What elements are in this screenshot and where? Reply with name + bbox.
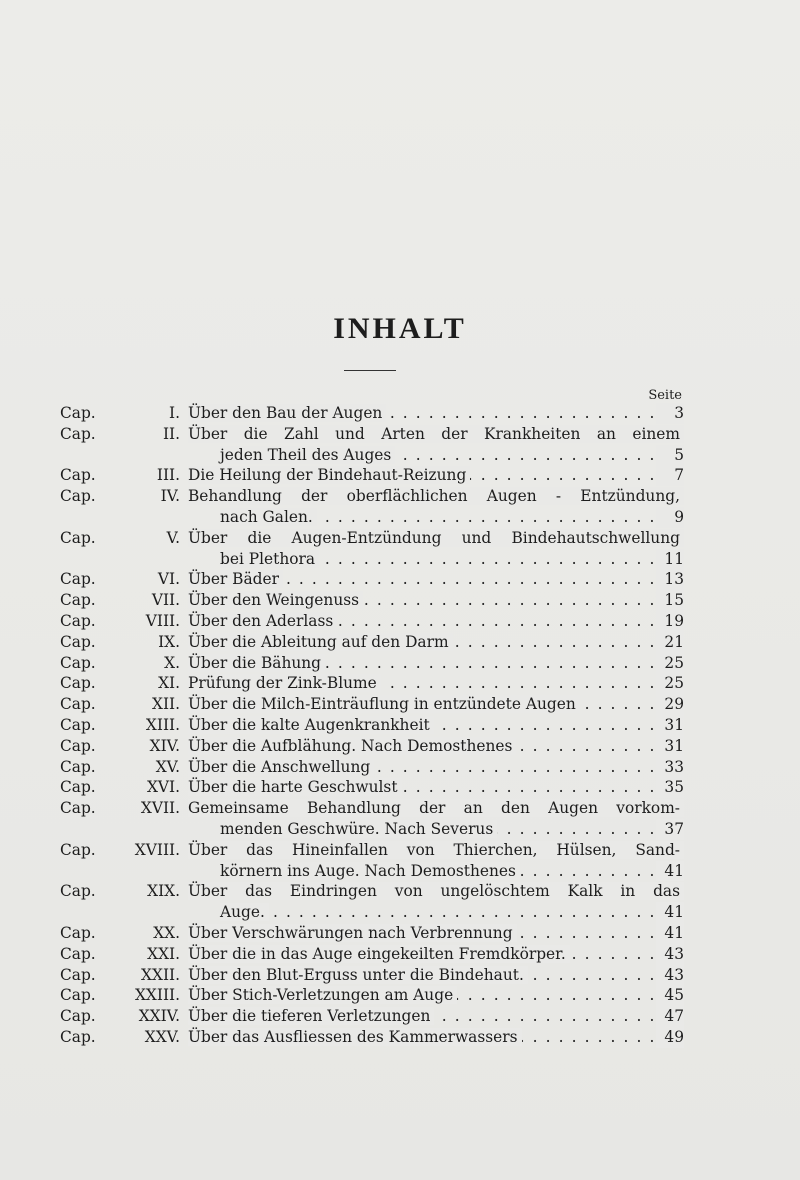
chapter-title-line: Über die Aufblähung. Nach Demosthenes [188,737,516,755]
chapter-title-line: Über die Zahl und Arten der Krankheiten an einem [188,425,684,443]
chapter-prefix: Cap. [60,424,96,443]
toc-entry [60,403,684,424]
chapter-title-line: nach Galen. [220,508,317,526]
chapter-number: II. [162,424,180,443]
chapter-number: IV. [160,487,180,506]
chapter-number: III. [156,466,180,485]
chapter-prefix: Cap. [60,736,96,755]
page-number: 43 [656,965,684,986]
chapter-number: XI. [158,674,180,693]
chapter-prefix: Cap. [60,799,96,818]
page-number: 15 [656,590,684,611]
chapter-number: XIII. [145,715,180,734]
toc-entry [60,777,684,798]
chapter-title-line: Über die Bähung [188,654,325,672]
toc-entry [60,424,684,466]
chapter-prefix: Cap. [60,591,96,610]
toc-entry [60,632,684,653]
page-number: 21 [656,632,684,653]
chapter-prefix: Cap. [60,882,96,901]
chapter-prefix: Cap. [60,487,96,506]
toc-entry [60,611,684,632]
toc-entry [60,569,684,590]
page-number: 13 [656,569,684,590]
chapter-title-line: Gemeinsame Behandlung der an den Augen vorkom- [188,799,684,817]
toc-entry [60,715,684,736]
page-number: 31 [656,715,684,736]
chapter-title-line: Über Verschwärungen nach Verbrennung [188,924,517,942]
chapter-number: XXIV. [138,1007,180,1026]
chapter-number: XX. [153,923,180,942]
title-rule [344,370,396,371]
toc-entry [60,757,684,778]
chapter-prefix: Cap. [60,715,96,734]
chapter-title-line: Über den Weingenuss [188,591,363,609]
toc-entry [60,944,684,965]
toc-entry [60,985,684,1006]
chapter-title-line: Über die Augen-Entzündung und Bindehautschwellung [188,529,684,547]
chapter-prefix: Cap. [60,611,96,630]
page-number: 29 [656,694,684,715]
chapter-number: VIII. [145,611,180,630]
chapter-title-line: Über den Aderlass [188,612,337,630]
chapter-prefix: Cap. [60,632,96,651]
chapter-title-line: Über das Hineinfallen von Thierchen, Hülsen, Sand- [188,841,684,859]
chapter-title-line: Die Heilung der Bindehaut-Reizung [188,466,470,484]
chapter-title-line: Über den Bau der Augen [188,404,386,422]
chapter-title-line: Über das Eindringen von ungelöschtem Kalk in das [188,882,684,900]
chapter-number: XXV. [144,1027,180,1046]
toc-entry [60,736,684,757]
toc-entry [60,965,684,986]
chapter-number: XVIII. [134,840,180,859]
chapter-number: XV. [155,757,180,776]
chapter-number: XXI. [147,944,180,963]
seite-label: Seite [648,388,682,403]
page-number: 43 [656,944,684,965]
page-number: 49 [656,1027,684,1048]
chapter-number: IX. [158,632,180,651]
page-number: 45 [656,985,684,1006]
page-number: 41 [656,861,684,882]
page-number: 31 [656,736,684,757]
chapter-number: VI. [157,570,180,589]
chapter-title-line: Über die Anschwellung [188,758,374,776]
chapter-number: V. [166,528,180,547]
chapter-prefix: Cap. [60,653,96,672]
page-title: INHALT [333,312,467,345]
page-number: 25 [656,653,684,674]
page-number: 9 [656,507,684,528]
chapter-title-line: Behandlung der oberflächlichen Augen - Entzündung, [188,487,684,505]
chapter-title-line: menden Geschwüre. Nach Severus [220,820,497,838]
chapter-title-line: Über die tieferen Verletzungen [188,1007,434,1025]
chapter-title-line: Über das Ausfliessen des Kammerwassers [188,1028,522,1046]
chapter-title-line: Über Stich-Verletzungen am Auge [188,986,457,1004]
chapter-title-line: Über die Milch-Einträuflung in entzündete Augen [188,695,580,713]
toc-entry [60,653,684,674]
page-number: 35 [656,777,684,798]
page-number: 33 [656,757,684,778]
chapter-number: XVII. [140,799,180,818]
chapter-prefix: Cap. [60,840,96,859]
chapter-title-line: körnern ins Auge. Nach Demosthenes [220,862,520,880]
chapter-prefix: Cap. [60,778,96,797]
chapter-number: I. [169,404,180,422]
chapter-number: XIV. [149,736,180,755]
chapter-title-line: Über Bäder [188,570,283,588]
chapter-prefix: Cap. [60,404,96,422]
page-number: 47 [656,1006,684,1027]
chapter-title-line: Über die Ableitung auf den Darm [188,633,453,651]
page-number: 37 [656,819,684,840]
chapter-prefix: Cap. [60,466,96,485]
chapter-number: XXIII. [134,986,180,1005]
page-number: 11 [656,549,684,570]
table-of-contents [60,403,684,1048]
chapter-number: XVI. [146,778,180,797]
toc-entry [60,590,684,611]
chapter-prefix: Cap. [60,757,96,776]
chapter-title-line: Prüfung der Zink-Blume [188,674,381,692]
chapter-prefix: Cap. [60,944,96,963]
chapter-prefix: Cap. [60,570,96,589]
chapter-number: XXII. [141,965,180,984]
page-number: 41 [656,923,684,944]
page-number: 25 [656,673,684,694]
page-number: 7 [656,465,684,486]
chapter-number: XII. [151,695,180,714]
chapter-title-line: bei Plethora [220,550,319,568]
toc-entry [60,923,684,944]
toc-entry [60,486,684,528]
toc-entry [60,840,684,882]
toc-entry [60,1027,684,1048]
toc-entry [60,694,684,715]
chapter-prefix: Cap. [60,674,96,693]
toc-entry [60,465,684,486]
page-number: 19 [656,611,684,632]
toc-entry [60,528,684,570]
chapter-number: X. [164,653,180,672]
page-number: 5 [656,445,684,466]
chapter-number: XIX. [147,882,180,901]
toc-entry [60,798,684,840]
chapter-prefix: Cap. [60,1007,96,1026]
toc-entry [60,673,684,694]
chapter-title-line: Über die harte Geschwulst [188,778,402,796]
chapter-title-line: Über die in das Auge eingekeilten Fremdkörper. [188,945,570,963]
toc-entry [60,1006,684,1027]
chapter-prefix: Cap. [60,923,96,942]
chapter-title-line: Auge. [220,903,269,921]
chapter-prefix: Cap. [60,695,96,714]
chapter-title-line: Über den Blut-Erguss unter die Bindehaut. [188,966,528,984]
chapter-prefix: Cap. [60,528,96,547]
chapter-number: VII. [151,591,180,610]
chapter-prefix: Cap. [60,965,96,984]
page-number: 3 [656,403,684,424]
chapter-title-line: jeden Theil des Auges [220,446,395,464]
chapter-prefix: Cap. [60,986,96,1005]
chapter-prefix: Cap. [60,1027,96,1046]
page-number: 41 [656,902,684,923]
toc-entry [60,881,684,923]
chapter-title-line: Über die kalte Augenkrankheit [188,716,434,734]
